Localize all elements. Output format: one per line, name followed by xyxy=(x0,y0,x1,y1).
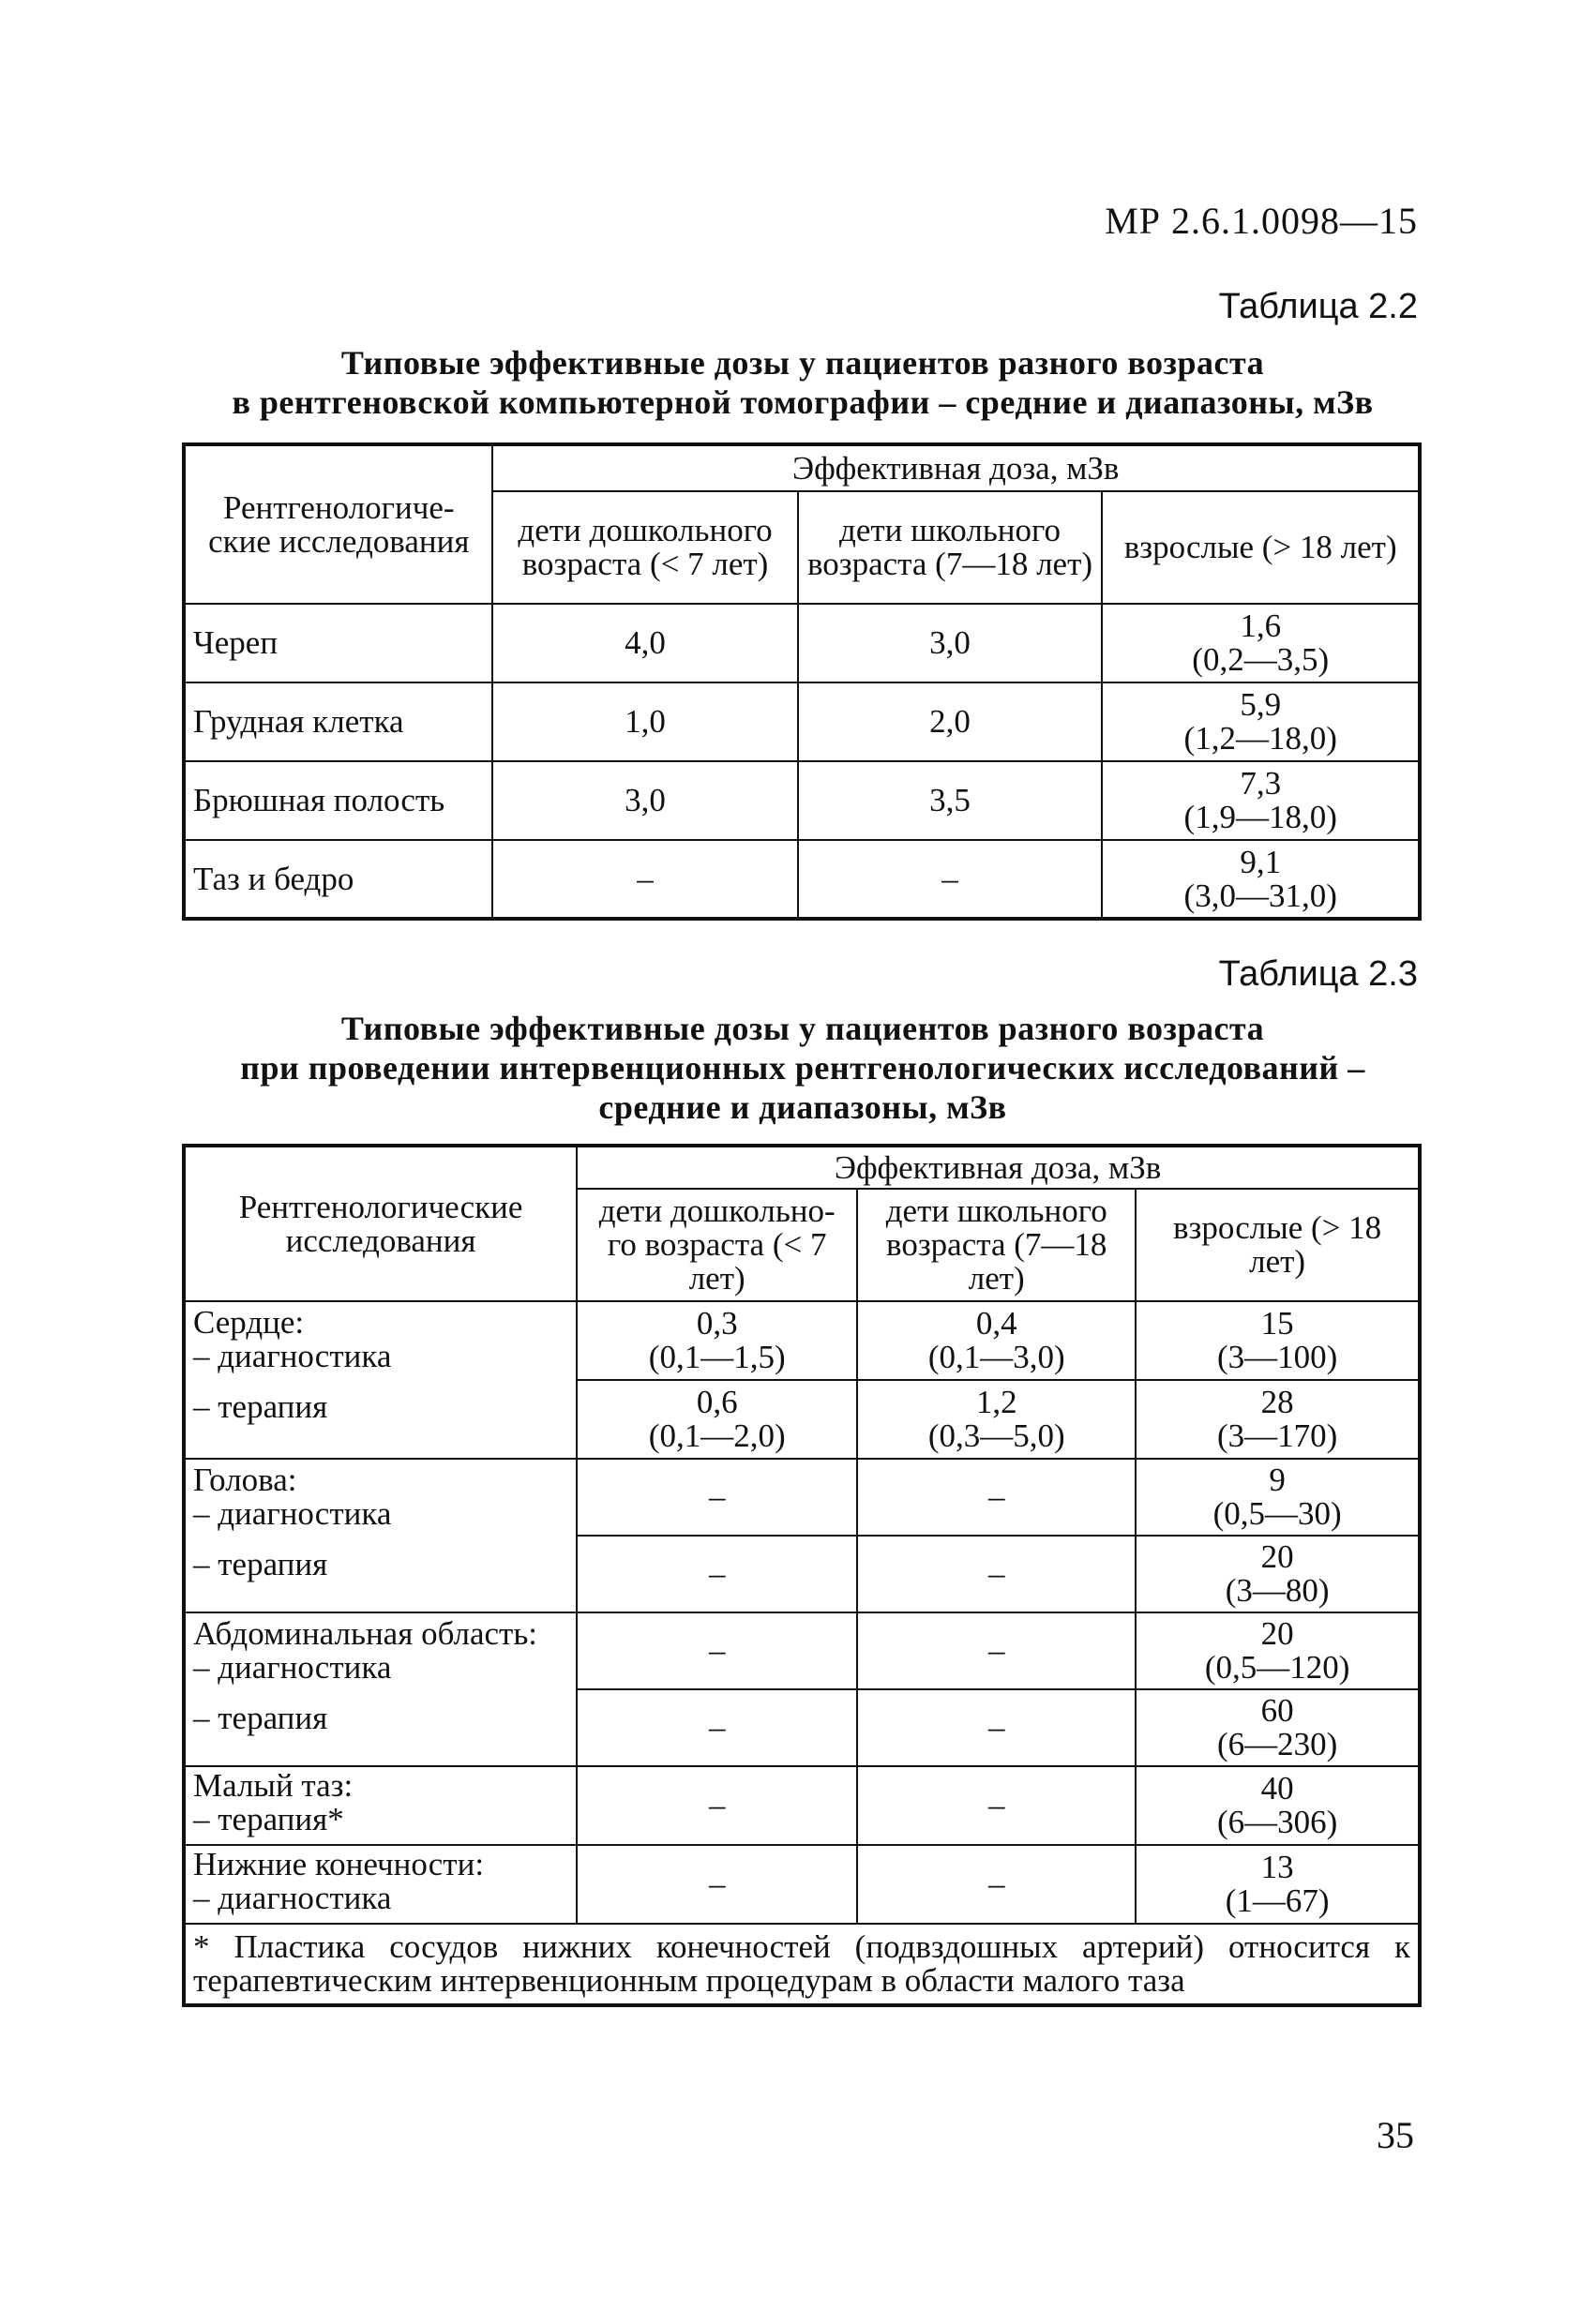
table-row xyxy=(184,840,1420,919)
table-2-3-title-line: средние и диапазоны, мЗв xyxy=(598,1088,1007,1126)
dose-preschool: – xyxy=(577,1689,857,1766)
table-row xyxy=(184,1612,1420,1689)
group-name: Сердце: xyxy=(193,1304,305,1341)
dose-adult xyxy=(1136,1301,1420,1380)
study-name: Череп xyxy=(184,604,492,682)
procedure-label: – диагностика xyxy=(193,1649,392,1686)
dose-adult xyxy=(1102,682,1420,761)
dose-adult xyxy=(1136,1766,1420,1845)
dose-range: (3,0—31,0) xyxy=(1183,877,1337,914)
dose-adult xyxy=(1136,1845,1420,1924)
table-2-3 xyxy=(182,1144,1422,2007)
dose-adult xyxy=(1136,1536,1420,1612)
dose-mean: 20 xyxy=(1260,1538,1294,1575)
dose-range: (0,5—120) xyxy=(1204,1649,1350,1686)
table-row xyxy=(184,682,1420,761)
table-row xyxy=(184,604,1420,682)
table-row xyxy=(184,1924,1420,2005)
dose-adult xyxy=(1136,1689,1420,1766)
dose-school: – xyxy=(798,840,1103,919)
dose-school: 3,5 xyxy=(798,761,1103,840)
dose-range: (1,9—18,0) xyxy=(1183,799,1337,835)
dose-preschool: – xyxy=(577,1845,857,1924)
dose-mean: 7,3 xyxy=(1240,765,1282,802)
table-2-3-label: Таблица 2.3 xyxy=(1218,954,1418,994)
dose-mean: 9,1 xyxy=(1240,843,1282,880)
dose-mean: 9 xyxy=(1269,1462,1286,1498)
dose-mean: 5,9 xyxy=(1240,686,1282,723)
group-name: Голова: xyxy=(193,1462,297,1498)
study-name: Брюшная полость xyxy=(184,761,492,840)
dose-mean: 0,6 xyxy=(696,1384,738,1420)
dose-range: (3—80) xyxy=(1225,1572,1330,1609)
dose-adult xyxy=(1102,604,1420,682)
table-row xyxy=(184,1766,1420,1845)
dose-preschool: – xyxy=(577,1536,857,1612)
dose-school xyxy=(857,1380,1136,1459)
dose-range: (0,1—3,0) xyxy=(927,1339,1065,1375)
dose-preschool: – xyxy=(577,1612,857,1689)
dose-school: – xyxy=(857,1689,1136,1766)
dose-school: – xyxy=(857,1845,1136,1924)
dose-school: 3,0 xyxy=(798,604,1103,682)
col-header-dose: Эффективная доза, мЗв xyxy=(577,1146,1420,1189)
dose-preschool: – xyxy=(492,840,797,919)
dose-range: (0,5—30) xyxy=(1212,1495,1342,1532)
dose-range: (1—67) xyxy=(1225,1882,1330,1919)
procedure-label: – диагностика xyxy=(193,1338,392,1374)
dose-mean: 0,3 xyxy=(696,1305,738,1342)
dose-mean: 1,6 xyxy=(1240,607,1282,644)
dose-adult xyxy=(1136,1380,1420,1459)
dose-adult xyxy=(1102,840,1420,919)
procedure-label: – диагностика xyxy=(193,1880,392,1916)
col-header-dose: Эффективная доза, мЗв xyxy=(492,444,1420,491)
table-2-2-title-line: в рентгеновской компьютерной томографии – средние и диапазоны, мЗв xyxy=(232,383,1374,421)
dose-preschool xyxy=(577,1301,857,1380)
procedure-label: – терапия xyxy=(193,1546,328,1582)
procedure-label: – терапия xyxy=(193,1388,328,1425)
dose-mean: 0,4 xyxy=(975,1305,1017,1342)
table-row xyxy=(184,1301,1420,1380)
col-header-preschool: дети дошкольного возраста (< 7 лет) xyxy=(492,491,797,604)
col-header-adult: взрослые (> 18 лет) xyxy=(1136,1189,1420,1301)
study-group xyxy=(184,1845,577,1924)
table-2-2-title-line: Типовые эффективные дозы у пациентов разного возраста xyxy=(340,344,1265,382)
dose-preschool: 3,0 xyxy=(492,761,797,840)
procedure-label: – терапия* xyxy=(193,1801,344,1837)
procedure-label: – диагностика xyxy=(193,1495,392,1532)
study-group xyxy=(184,1301,577,1459)
dose-mean: 28 xyxy=(1260,1384,1294,1420)
table-row xyxy=(184,1459,1420,1536)
study-group xyxy=(184,1459,577,1612)
table-2-3-title-line: Типовые эффективные дозы у пациентов разного возраста xyxy=(340,1010,1265,1047)
dose-range: (0,3—5,0) xyxy=(927,1417,1065,1454)
dose-school: – xyxy=(857,1612,1136,1689)
col-header-study: Рентгенологиче-ские исследования xyxy=(184,444,492,604)
dose-adult xyxy=(1136,1612,1420,1689)
dose-preschool: 4,0 xyxy=(492,604,797,682)
dose-range: (0,1—2,0) xyxy=(648,1417,786,1454)
dose-range: (0,1—1,5) xyxy=(648,1339,786,1375)
dose-mean: 60 xyxy=(1260,1692,1294,1729)
dose-range: (3—100) xyxy=(1216,1339,1338,1375)
document-code: МР 2.6.1.0098—15 xyxy=(1105,200,1418,242)
col-header-school: дети школьного возраста (7—18 лет) xyxy=(857,1189,1136,1301)
table-row xyxy=(184,761,1420,840)
dose-range: (0,2—3,5) xyxy=(1192,641,1330,678)
group-name: Малый таз: xyxy=(193,1767,354,1804)
study-name: Грудная клетка xyxy=(184,682,492,761)
dose-school xyxy=(857,1301,1136,1380)
col-header-adult: взрослые (> 18 лет) xyxy=(1102,491,1420,604)
table-2-3-title-line: при проведении интервенционных рентгенологических исследований – xyxy=(240,1049,1365,1087)
table-2-2-label: Таблица 2.2 xyxy=(1218,287,1418,326)
group-name: Нижние конечности: xyxy=(193,1846,485,1882)
table-2-2-title xyxy=(184,343,1422,422)
dose-mean: 40 xyxy=(1260,1770,1294,1807)
table-footnote: * Пластика сосудов нижних конечностей (подвздошных артерий) относится к терапевтическим интервенционным процедурам в области малого таза xyxy=(184,1924,1420,2005)
dose-mean: 15 xyxy=(1260,1305,1294,1342)
dose-adult xyxy=(1136,1459,1420,1536)
dose-mean: 20 xyxy=(1260,1615,1294,1652)
dose-adult xyxy=(1102,761,1420,840)
study-group xyxy=(184,1766,577,1845)
dose-preschool: 1,0 xyxy=(492,682,797,761)
study-name: Таз и бедро xyxy=(184,840,492,919)
dose-mean: 13 xyxy=(1260,1849,1294,1885)
group-name: Абдоминальная область: xyxy=(193,1615,538,1652)
col-header-study: Рентгенологические исследования xyxy=(184,1146,577,1301)
dose-school: – xyxy=(857,1459,1136,1536)
dose-preschool: – xyxy=(577,1459,857,1536)
dose-school: – xyxy=(857,1766,1136,1845)
dose-range: (1,2—18,0) xyxy=(1183,720,1337,757)
table-2-2 xyxy=(182,442,1422,921)
page-number: 35 xyxy=(1377,2114,1414,2156)
dose-preschool: – xyxy=(577,1766,857,1845)
dose-school: – xyxy=(857,1536,1136,1612)
table-2-3-title xyxy=(184,1009,1422,1127)
col-header-preschool: дети дошкольно-го возраста (< 7 лет) xyxy=(577,1189,857,1301)
dose-range: (6—306) xyxy=(1216,1804,1338,1840)
col-header-school: дети школьного возраста (7—18 лет) xyxy=(798,491,1103,604)
dose-range: (6—230) xyxy=(1216,1726,1338,1762)
dose-preschool xyxy=(577,1380,857,1459)
study-group xyxy=(184,1612,577,1766)
dose-mean: 1,2 xyxy=(975,1384,1017,1420)
procedure-label: – терапия xyxy=(193,1700,328,1736)
dose-school: 2,0 xyxy=(798,682,1103,761)
dose-range: (3—170) xyxy=(1216,1417,1338,1454)
table-row xyxy=(184,1845,1420,1924)
